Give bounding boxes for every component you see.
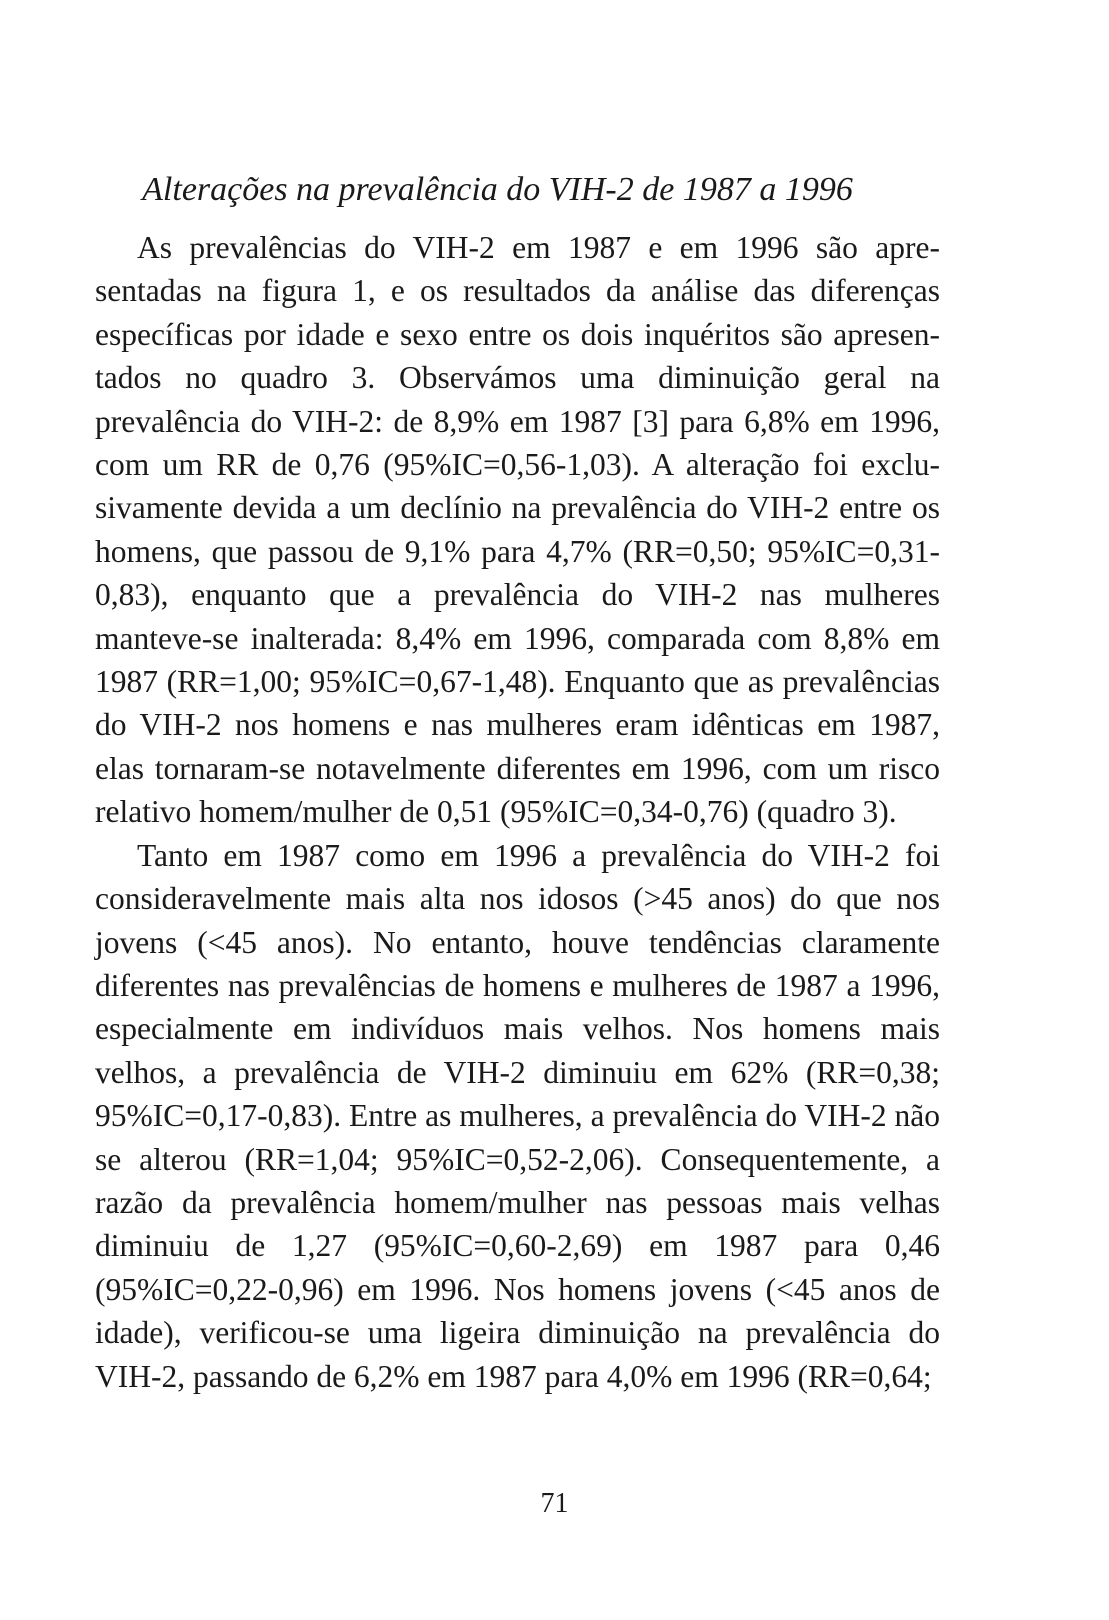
section-title: Alterações na prevalência do VIH-2 de 1987 a 1996 xyxy=(142,171,853,208)
body-paragraph: As prevalências do VIH-2 em 1987 e em 1996 são apresentadas na figura 1, e os resultados da análise das diferenças específicas por idade e sexo entre os dois inquéritos são apresentados no quadro 3. Observámos uma diminuição geral na prevalência do VIH-2: de 8,9% em 1987 [3] para 6,8% em 1996, com um RR de 0,76 (95%IC=0,56-1,03). A alteração foi exclusivamente devida a um declínio na prevalência do VIH-2 entre os homens, que passou de 9,1% para 4,7% (RR=0,50; 95%IC=0,31-0,83), enquanto que a prevalência do VIH-2 nas mulheres manteve-se inalterada: 8,4% em 1996, comparada com 8,8% em 1987 (RR=1,00; 95%IC=0,67-1,48). Enquanto que as prevalências do VIH-2 nos homens e nas mulheres eram idênticas em 1987, elas tornaram-se notavelmente diferentes em 1996, com um risco relativo homem/mulher de 0,51 (95%IC=0,34-0,76) (quadro 3). xyxy=(95,230,940,830)
page-content xyxy=(95,168,940,1398)
page-number: 71 xyxy=(540,1488,569,1519)
body-paragraph: Tanto em 1987 como em 1996 a prevalência do VIH-2 foi consideravelmente mais alta nos idosos (>45 anos) do que nos jovens (<45 anos). No entanto, houve tendências claramente diferentes nas prevalências de homens e mulheres de 1987 a 1996, especialmente em indivíduos mais velhos. Nos homens mais velhos, a prevalência de VIH-2 diminuiu em 62% (RR=0,38; 95%IC=0,17-0,83). Entre as mulheres, a prevalência do VIH-2 não se alterou (RR=1,04; 95%IC=0,52-2,06). Consequentemente, a razão da prevalência homem/mulher nas pessoas mais velhas diminuiu de 1,27 (95%IC=0,60-2,69) em 1987 para 0,46 (95%IC=0,22-0,96) em 1996. Nos homens jovens (<45 anos de idade), verificou-se uma ligeira diminuição na prevalência do VIH-2, passando de 6,2% em 1987 para 4,0% em 1996 (RR=0,64; xyxy=(95,837,940,1394)
